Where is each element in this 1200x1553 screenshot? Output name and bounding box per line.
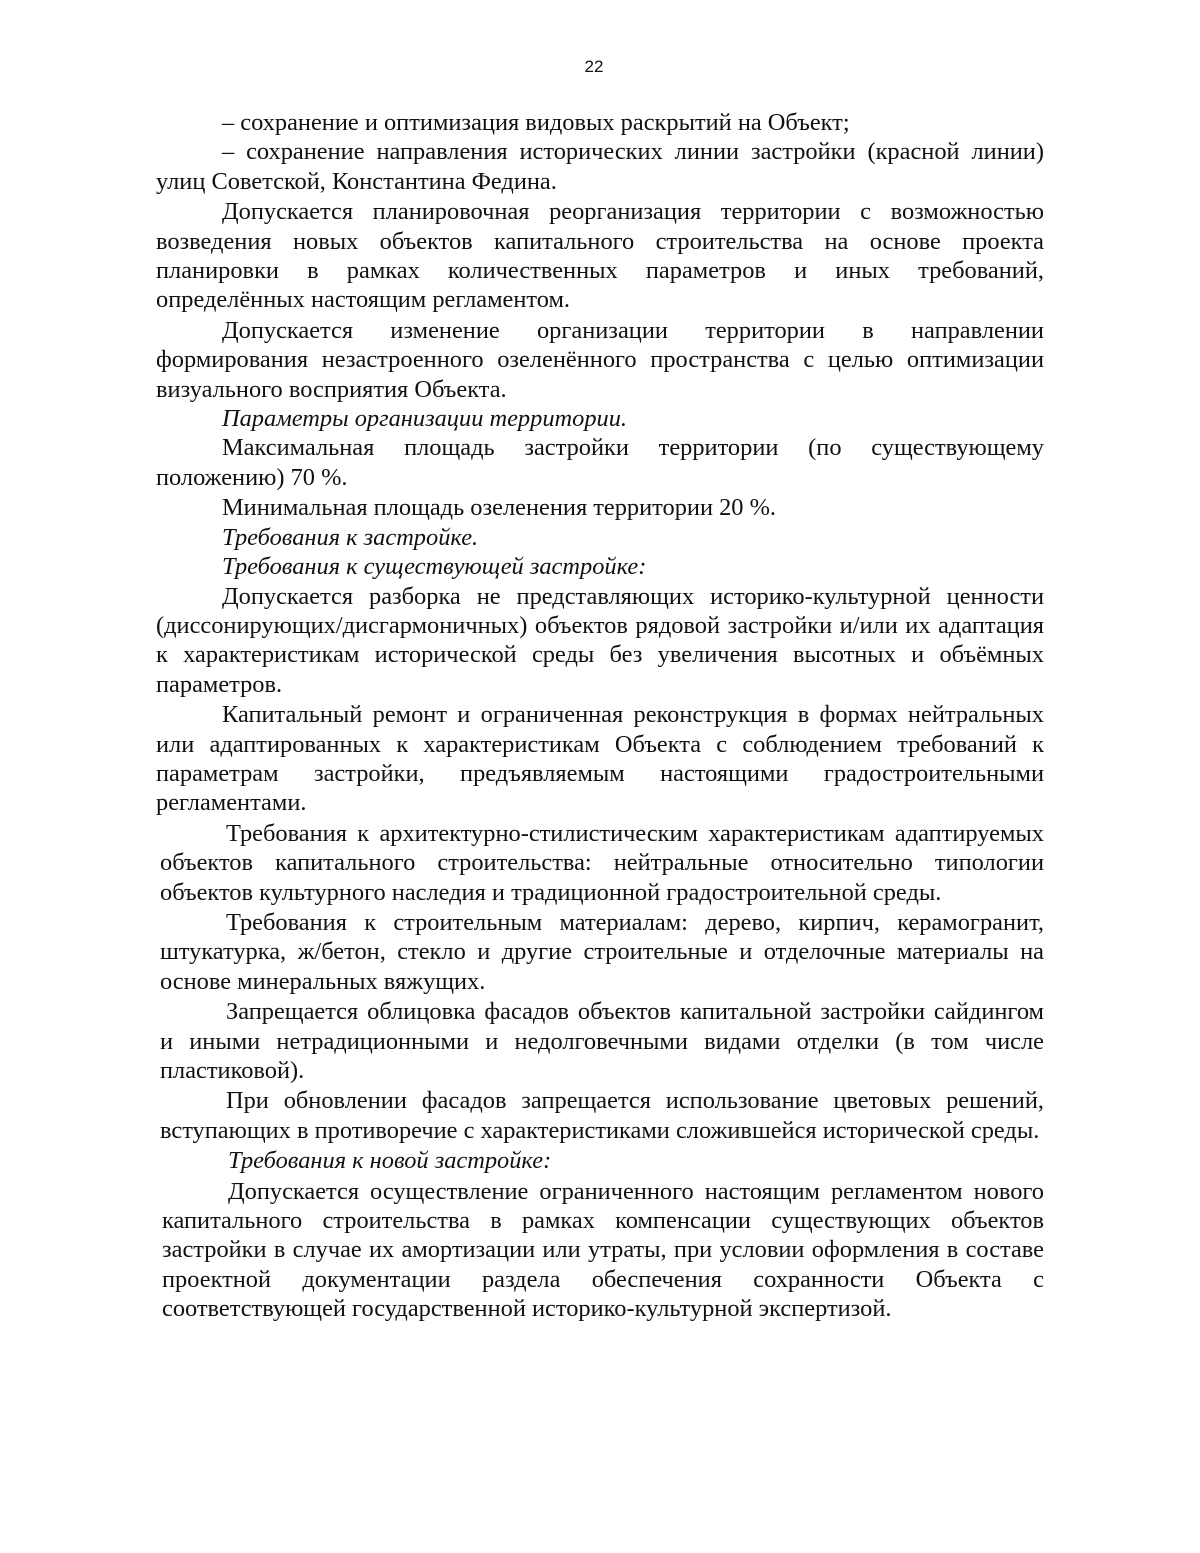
heading-new-buildings: Требования к новой застройке: <box>228 1147 552 1175</box>
page-number: 22 <box>584 57 604 76</box>
paragraph-architectural-style: Требования к архитектурно-стилистическим характеристикам адаптируемых объектов капитального строительства: нейтральные относительно типологии объектов культурного наследия и традиционной градостроительной среды. <box>160 819 1044 906</box>
paragraph-materials: Требования к строительным материалам: дерево, кирпич, керамогранит, штукатурка, ж/бетон, стекло и другие строительные и отделочные материалы на основе минеральных вяжущих. <box>160 908 1044 995</box>
document-body <box>156 108 1044 1324</box>
paragraph-2: – сохранение направления исторических линии застройки (красной линии) улиц Советской, Константина Федина. <box>156 138 1044 195</box>
paragraph-new-construction: Допускается осуществление ограниченного настоящим регламентом нового капитального строительства в рамках компенсации существующих объектов застройки в случае их амортизации или утраты, при условии оформления в составе проектной документации раздела обеспечения сохранности Объекта с соответствующей государственной историко-культурной экспертизой. <box>162 1177 1044 1323</box>
heading-territory-parameters: Параметры организации территории. <box>222 405 628 433</box>
paragraph-1: – сохранение и оптимизация видовых раскрытий на Объект; <box>222 109 850 136</box>
paragraph-capital-repair: Капитальный ремонт и ограниченная реконструкция в формах нейтральных или адаптированных к характеристикам Объекта с соблюдением требований к параметрам застройки, предъявляемым настоящими градостроительными регламентами. <box>156 701 1044 817</box>
paragraph-dismantling: Допускается разборка не представляющих историко-культурной ценности (диссонирующих/дисгармоничных) объектов рядовой застройки и/или их адаптация к характеристикам исторической среды без увеличения высотных и объёмных параметров. <box>156 582 1044 698</box>
paragraph-cladding-ban: Запрещается облицовка фасадов объектов капитальной застройки сайдингом и иными нетрадиционными и недолговечными видами отделки (в том числе пластиковой). <box>160 998 1044 1084</box>
paragraph-facade-colors: При обновлении фасадов запрещается использование цветовых решений, вступающих в противоречие с характеристиками сложившейся исторической среды. <box>160 1087 1044 1144</box>
heading-building-requirements: Требования к застройке. <box>222 523 479 551</box>
heading-existing-buildings: Требования к существующей застройке: <box>222 553 647 581</box>
paragraph-min-greenery: Минимальная площадь озеленения территории 20 %. <box>222 494 777 522</box>
paragraph-4: Допускается изменение организации территории в направлении формирования незастроенного озеленённого пространства с целью оптимизации визуального восприятия Объекта. <box>156 316 1044 403</box>
paragraph-max-area: Максимальная площадь застройки территории (по существующему положению) 70 %. <box>156 434 1044 491</box>
paragraph-3: Допускается планировочная реорганизация территории с возможностью возведения новых объектов капитального строительства на основе проекта планировки в рамках количественных параметров и иных требований, определённых настоящим регламентом. <box>156 198 1044 314</box>
